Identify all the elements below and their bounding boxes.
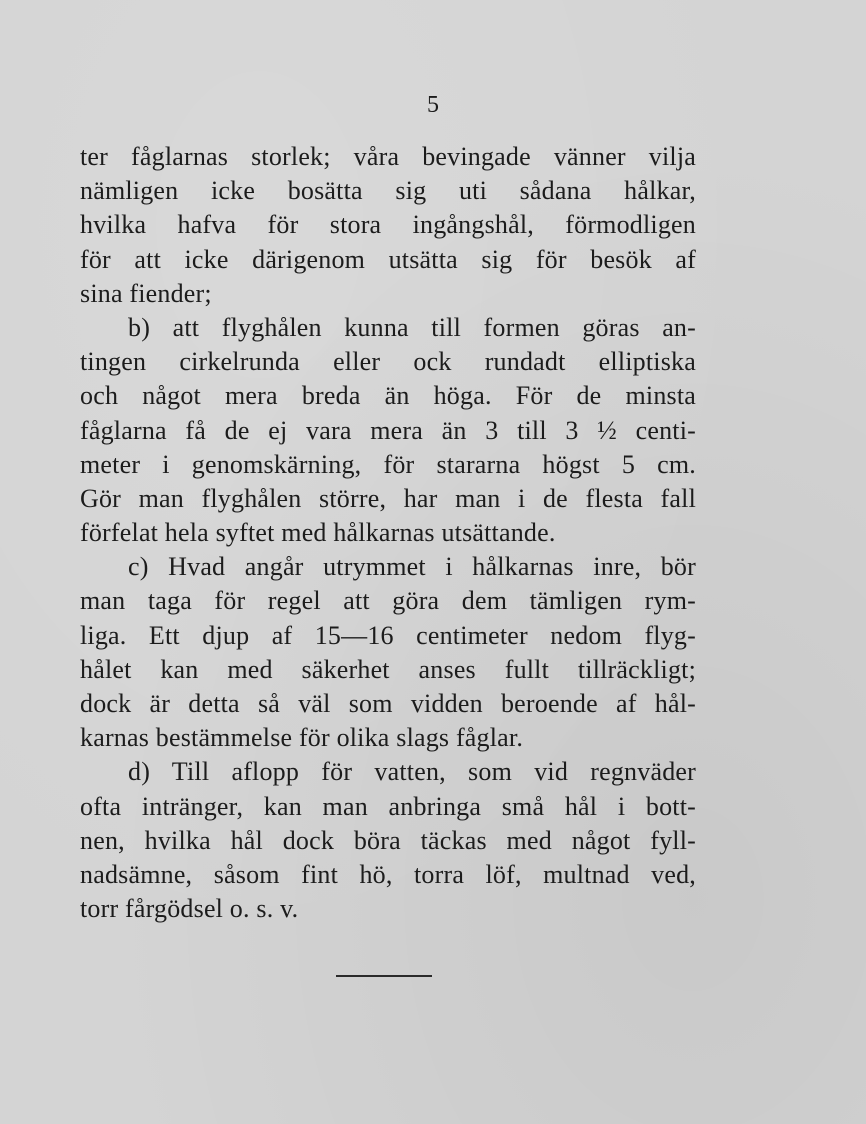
text-line: hvilka hafva för stora ingångshål, förmodligen <box>80 210 696 240</box>
text-line: tingen cirkelrunda eller ock rundadt elliptiska <box>80 347 696 377</box>
text-line: b) att flyghålen kunna till formen göras an- <box>128 312 696 342</box>
text-line: och något mera breda än höga. För de minsta <box>80 381 696 411</box>
text-line: man taga för regel att göra dem tämligen rym- <box>80 586 696 616</box>
text-line: för att icke därigenom utsätta sig för besök af <box>80 244 696 274</box>
text-line: hålet kan med säkerhet anses fullt tillräckligt; <box>80 654 696 684</box>
text-line: karnas bestämmelse för olika slags fåglar. <box>80 723 524 753</box>
text-line: nadsämne, såsom fint hö, torra löf, multnad ved, <box>80 859 696 889</box>
text-line: fåglarna få de ej vara mera än 3 till 3 ½ centi- <box>80 415 696 445</box>
body-text <box>80 140 696 926</box>
text-line: meter i genomskärning, för stararna högst 5 cm. <box>80 449 696 479</box>
text-line: nen, hvilka hål dock böra täckas med något fyll- <box>80 825 696 855</box>
text-line: dock är detta så väl som vidden beroende af hål- <box>80 689 696 718</box>
text-line: d) Till aflopp för vatten, som vid regnväder <box>128 757 696 787</box>
section-divider <box>336 975 432 977</box>
text-line: nämligen icke bosätta sig uti sådana hålkar, <box>80 176 696 206</box>
text-line: c) Hvad angår utrymmet i hålkarnas inre, bör <box>128 552 696 582</box>
text-line: torr fårgödsel o. s. v. <box>80 894 299 924</box>
text-line: förfelat hela syftet med hålkarnas utsättande. <box>80 518 556 548</box>
text-line: liga. Ett djup af 15—16 centimeter nedom flyg- <box>80 620 696 650</box>
text-line: Gör man flyghålen större, har man i de flesta fall <box>80 483 696 513</box>
text-line: sina fiender; <box>80 278 212 308</box>
page-number: 5 <box>427 92 439 118</box>
text-line: ter fåglarnas storlek; våra bevingade vänner vilja <box>80 142 696 171</box>
text-line: ofta intränger, kan man anbringa små hål i bott- <box>80 791 696 821</box>
